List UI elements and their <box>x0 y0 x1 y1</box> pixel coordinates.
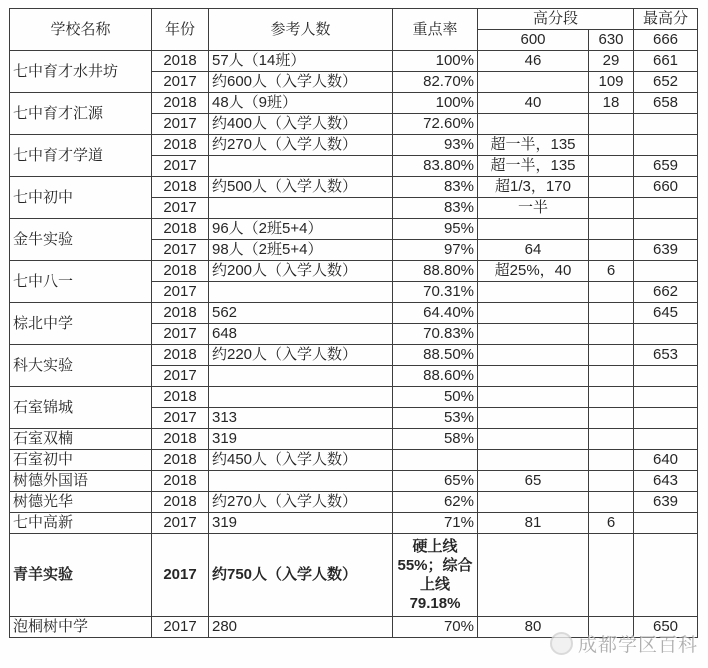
s630-cell <box>589 177 634 198</box>
candidates-cell: 约270人（入学人数） <box>209 492 393 513</box>
year-cell: 2018 <box>152 345 209 366</box>
top-cell <box>634 366 698 387</box>
school-cell: 棕北中学 <box>10 303 152 345</box>
s630-cell: 18 <box>589 93 634 114</box>
top-cell <box>634 408 698 429</box>
s630-cell <box>589 366 634 387</box>
s630-cell <box>589 471 634 492</box>
col-header-topscore: 最高分 <box>634 9 698 30</box>
rate-cell: 53% <box>393 408 478 429</box>
s600-cell: 一半 <box>478 198 589 219</box>
candidates-cell <box>209 387 393 408</box>
year-cell: 2017 <box>152 72 209 93</box>
candidates-cell: 562 <box>209 303 393 324</box>
school-cell: 金牛实验 <box>10 219 152 261</box>
rate-cell: 88.60% <box>393 366 478 387</box>
s630-cell <box>589 387 634 408</box>
rate-cell: 70.83% <box>393 324 478 345</box>
year-cell: 2018 <box>152 93 209 114</box>
school-cell: 七中初中 <box>10 177 152 219</box>
s600-cell <box>478 366 589 387</box>
col-header-highband: 高分段 <box>478 9 634 30</box>
candidates-cell: 313 <box>209 408 393 429</box>
year-cell: 2017 <box>152 156 209 177</box>
table-row <box>10 345 698 366</box>
top-cell <box>634 198 698 219</box>
year-cell: 2018 <box>152 387 209 408</box>
school-cell: 青羊实验 <box>10 534 152 617</box>
table-row <box>10 177 698 198</box>
s630-cell: 29 <box>589 51 634 72</box>
header-row-1 <box>10 9 698 30</box>
top-cell: 661 <box>634 51 698 72</box>
rate-cell: 93% <box>393 135 478 156</box>
school-cell: 七中八一 <box>10 261 152 303</box>
school-cell: 科大实验 <box>10 345 152 387</box>
candidates-cell <box>209 156 393 177</box>
top-cell: 659 <box>634 156 698 177</box>
rate-cell: 58% <box>393 429 478 450</box>
table-body <box>10 51 698 638</box>
top-cell <box>634 534 698 617</box>
s600-cell <box>478 219 589 240</box>
s630-cell <box>589 282 634 303</box>
rate-cell: 70.31% <box>393 282 478 303</box>
s600-cell: 超1/3，170 <box>478 177 589 198</box>
s600-cell <box>478 345 589 366</box>
s630-cell <box>589 156 634 177</box>
top-cell <box>634 387 698 408</box>
top-cell <box>634 324 698 345</box>
year-cell: 2017 <box>152 617 209 638</box>
candidates-cell <box>209 198 393 219</box>
year-cell: 2018 <box>152 303 209 324</box>
s600-cell <box>478 114 589 135</box>
table-row <box>10 429 698 450</box>
year-cell: 2018 <box>152 450 209 471</box>
s600-cell <box>478 282 589 303</box>
s600-cell <box>478 72 589 93</box>
col-header-rate: 重点率 <box>393 9 478 51</box>
year-cell: 2017 <box>152 513 209 534</box>
s600-cell <box>478 450 589 471</box>
s600-cell <box>478 387 589 408</box>
rate-cell: 82.70% <box>393 72 478 93</box>
candidates-cell <box>209 471 393 492</box>
top-cell: 652 <box>634 72 698 93</box>
s630-cell: 109 <box>589 72 634 93</box>
school-cell: 石室初中 <box>10 450 152 471</box>
year-cell: 2018 <box>152 135 209 156</box>
year-cell: 2017 <box>152 198 209 219</box>
rate-cell: 83% <box>393 177 478 198</box>
top-cell <box>634 429 698 450</box>
top-cell <box>634 135 698 156</box>
table-row <box>10 93 698 114</box>
top-cell: 640 <box>634 450 698 471</box>
table-header <box>10 9 698 51</box>
table-row <box>10 219 698 240</box>
s630-cell <box>589 408 634 429</box>
col-header-630: 630 <box>589 30 634 51</box>
candidates-cell: 约200人（入学人数） <box>209 261 393 282</box>
candidates-cell <box>209 366 393 387</box>
candidates-cell: 约220人（入学人数） <box>209 345 393 366</box>
candidates-cell <box>209 282 393 303</box>
top-cell: 660 <box>634 177 698 198</box>
top-cell: 639 <box>634 492 698 513</box>
year-cell: 2017 <box>152 240 209 261</box>
school-cell: 石室锦城 <box>10 387 152 429</box>
year-cell: 2017 <box>152 534 209 617</box>
candidates-cell: 约450人（入学人数） <box>209 450 393 471</box>
rate-cell: 88.80% <box>393 261 478 282</box>
s600-cell: 超25%，40 <box>478 261 589 282</box>
table-row <box>10 471 698 492</box>
rate-cell: 50% <box>393 387 478 408</box>
s600-cell <box>478 534 589 617</box>
s630-cell <box>589 324 634 345</box>
table-row <box>10 135 698 156</box>
candidates-cell: 319 <box>209 513 393 534</box>
rate-cell: 65% <box>393 471 478 492</box>
col-header-candidates: 参考人数 <box>209 9 393 51</box>
s600-cell <box>478 492 589 513</box>
s600-cell: 46 <box>478 51 589 72</box>
watermark-logo-icon <box>550 632 573 655</box>
col-header-year: 年份 <box>152 9 209 51</box>
candidates-cell: 约400人（入学人数） <box>209 114 393 135</box>
top-cell: 658 <box>634 93 698 114</box>
table-row <box>10 261 698 282</box>
candidates-cell: 约500人（入学人数） <box>209 177 393 198</box>
table-row <box>10 492 698 513</box>
s630-cell <box>589 198 634 219</box>
s600-cell: 81 <box>478 513 589 534</box>
top-cell: 643 <box>634 471 698 492</box>
s630-cell <box>589 492 634 513</box>
school-cell: 七中育才汇源 <box>10 93 152 135</box>
candidates-cell: 约750人（入学人数） <box>209 534 393 617</box>
school-cell: 七中育才学道 <box>10 135 152 177</box>
year-cell: 2017 <box>152 366 209 387</box>
rate-cell: 88.50% <box>393 345 478 366</box>
candidates-cell: 280 <box>209 617 393 638</box>
s600-cell: 超一半，135 <box>478 135 589 156</box>
s630-cell <box>589 345 634 366</box>
rate-cell: 83.80% <box>393 156 478 177</box>
rate-cell: 72.60% <box>393 114 478 135</box>
candidates-cell: 48人（9班） <box>209 93 393 114</box>
candidates-cell: 96人（2班5+4） <box>209 219 393 240</box>
s600-cell <box>478 408 589 429</box>
school-cell: 七中育才水井坊 <box>10 51 152 93</box>
candidates-cell: 57人（14班） <box>209 51 393 72</box>
candidates-cell: 约600人（入学人数） <box>209 72 393 93</box>
rate-cell: 83% <box>393 198 478 219</box>
top-cell <box>634 219 698 240</box>
year-cell: 2017 <box>152 114 209 135</box>
s600-cell: 65 <box>478 471 589 492</box>
rate-cell: 64.40% <box>393 303 478 324</box>
col-header-school: 学校名称 <box>10 9 152 51</box>
top-cell: 639 <box>634 240 698 261</box>
table-row <box>10 51 698 72</box>
rate-cell: 71% <box>393 513 478 534</box>
s600-cell <box>478 429 589 450</box>
rate-cell: 100% <box>393 93 478 114</box>
s630-cell <box>589 114 634 135</box>
year-cell: 2018 <box>152 177 209 198</box>
top-cell <box>634 114 698 135</box>
school-cell: 石室双楠 <box>10 429 152 450</box>
year-cell: 2018 <box>152 471 209 492</box>
year-cell: 2017 <box>152 408 209 429</box>
table-row <box>10 513 698 534</box>
s630-cell <box>589 534 634 617</box>
s630-cell <box>589 219 634 240</box>
candidates-cell: 648 <box>209 324 393 345</box>
s630-cell <box>589 135 634 156</box>
s630-cell <box>589 240 634 261</box>
s630-cell: 6 <box>589 261 634 282</box>
s630-cell: 6 <box>589 513 634 534</box>
candidates-cell: 319 <box>209 429 393 450</box>
s600-cell: 80 <box>478 617 589 638</box>
year-cell: 2018 <box>152 261 209 282</box>
s600-cell <box>478 303 589 324</box>
year-cell: 2017 <box>152 282 209 303</box>
table-row <box>10 450 698 471</box>
school-cell: 树德外国语 <box>10 471 152 492</box>
table-row <box>10 387 698 408</box>
watermark-text: 成都学区百科 <box>578 635 699 656</box>
watermark <box>550 630 698 657</box>
candidates-cell: 约270人（入学人数） <box>209 135 393 156</box>
year-cell: 2018 <box>152 51 209 72</box>
s630-cell <box>589 303 634 324</box>
top-cell: 650 <box>634 617 698 638</box>
rate-cell: 硬上线55%；综合上线79.18% <box>393 534 478 617</box>
year-cell: 2018 <box>152 219 209 240</box>
school-cell: 七中高新 <box>10 513 152 534</box>
s600-cell: 40 <box>478 93 589 114</box>
top-cell: 645 <box>634 303 698 324</box>
top-cell <box>634 261 698 282</box>
year-cell: 2017 <box>152 324 209 345</box>
candidates-cell: 98人（2班5+4） <box>209 240 393 261</box>
table-row <box>10 534 698 617</box>
rate-cell: 70% <box>393 617 478 638</box>
s630-cell <box>589 450 634 471</box>
rate-cell: 62% <box>393 492 478 513</box>
year-cell: 2018 <box>152 429 209 450</box>
top-cell <box>634 513 698 534</box>
rate-cell <box>393 450 478 471</box>
school-scores-table <box>9 8 698 638</box>
s630-cell <box>589 429 634 450</box>
col-header-600: 600 <box>478 30 589 51</box>
year-cell: 2018 <box>152 492 209 513</box>
rate-cell: 97% <box>393 240 478 261</box>
top-cell: 653 <box>634 345 698 366</box>
table-row <box>10 303 698 324</box>
school-cell: 泡桐树中学 <box>10 617 152 638</box>
s600-cell <box>478 324 589 345</box>
school-cell: 树德光华 <box>10 492 152 513</box>
rate-cell: 95% <box>393 219 478 240</box>
s600-cell: 64 <box>478 240 589 261</box>
col-header-666: 666 <box>634 30 698 51</box>
rate-cell: 100% <box>393 51 478 72</box>
s600-cell: 超一半，135 <box>478 156 589 177</box>
top-cell: 662 <box>634 282 698 303</box>
